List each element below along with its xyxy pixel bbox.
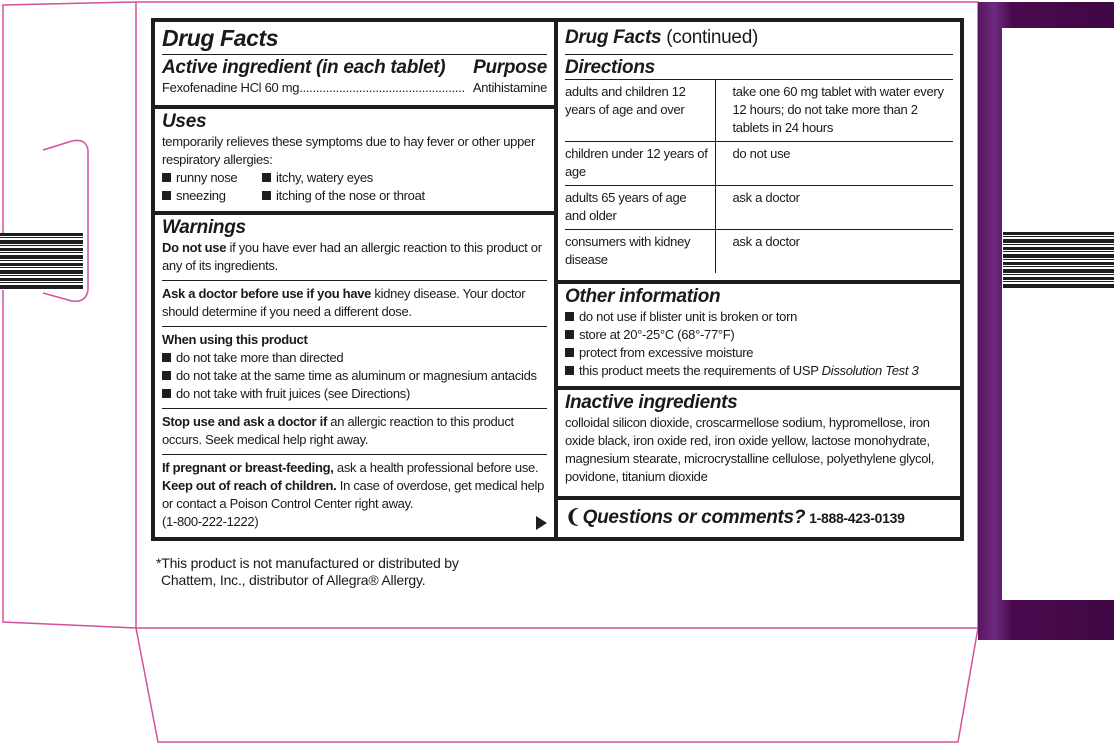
left-flap-outline [3, 2, 136, 628]
questions-label: Questions or comments? [582, 507, 806, 528]
uses-text: temporarily relieves these symptoms due to hay fever or other upper respiratory allergies: [162, 134, 535, 167]
pregnancy-warning: If pregnant or breast-feeding, ask a health professional before use. Keep out of reach of children. In case of overdose, get medical help or contact a Poison Control Center right away. (1-800-222-1222) [162, 454, 547, 531]
other-item: this product meets the requirements of USP Dissolution Test 3 [565, 362, 953, 380]
do-not-use-warning: Do not use if you have ever had an allergic reaction to this product or any of its ingredients. [162, 240, 542, 273]
other-item: do not use if blister unit is broken or torn [565, 308, 953, 326]
ingredient-purpose: Antihistamine [472, 80, 547, 95]
use-item: itchy, watery eyes [262, 169, 547, 187]
barcode-left [0, 233, 83, 290]
directions-heading: Directions [565, 57, 655, 78]
phone-icon: ❨ [565, 507, 581, 528]
uses-section [155, 109, 554, 211]
side-panel-window [1002, 28, 1114, 600]
other-item: store at 20°-25°C (68°-77°F) [565, 326, 953, 344]
table-row: children under 12 years of age do not use [565, 142, 953, 186]
active-ingredient-heading: Active ingredient (in each tablet) [162, 57, 446, 78]
use-item: runny nose [162, 169, 262, 187]
use-item: itching of the nose or throat [262, 187, 547, 205]
other-item: protect from excessive moisture [565, 344, 953, 362]
stop-use-warning: Stop use and ask a doctor if an allergic reaction to this product occurs. Seek medical help right away. [162, 408, 547, 449]
purpose-heading: Purpose [473, 57, 547, 78]
leader-dots: .................................................. [299, 80, 465, 95]
bottom-flap-outline [136, 628, 978, 742]
when-item: do not take more than directed [162, 349, 547, 367]
bullet-icon [162, 389, 171, 398]
bullet-icon [262, 191, 271, 200]
bullet-icon [162, 191, 171, 200]
poison-control-phone: (1-800-222-1222) [162, 514, 259, 529]
when-using-warning: When using this product do not take more than directed do not take at the same time as aluminum or magnesium antacids do not take with fruit juices (see Directions) [162, 326, 547, 403]
warnings-heading: Warnings [162, 217, 246, 238]
table-row: adults 65 years of age and older ask a doctor [565, 186, 953, 230]
barcode-right [1003, 232, 1114, 289]
bullet-icon [262, 173, 271, 182]
continued-title: Drug Facts [565, 27, 662, 48]
questions-phone: 1-888-423-0139 [809, 510, 905, 526]
table-row: adults and children 12 years of age and over take one 60 mg tablet with water every 12 hours; do not take more than 2 tablets in 24 hours [565, 80, 953, 142]
table-row: consumers with kidney disease ask a doctor [565, 230, 953, 274]
bullet-icon [162, 353, 171, 362]
inactive-heading: Inactive ingredients [565, 392, 738, 413]
drug-facts-label [151, 18, 964, 541]
bullet-icon [162, 173, 171, 182]
right-column [558, 22, 960, 537]
active-ingredient-section [155, 22, 554, 105]
bullet-icon [565, 312, 574, 321]
continue-arrow-icon [536, 516, 547, 530]
warnings-section [155, 215, 554, 537]
use-item: sneezing [162, 187, 262, 205]
directions-table [565, 79, 953, 273]
other-info-heading: Other information [565, 286, 721, 307]
inactive-text: colloidal silicon dioxide, croscarmellose sodium, hypromellose, iron oxide black, iron oxide red, iron oxide yellow, lactose monohydrate, magnesium stearate, microcrystalline cellulose, polyethylene glycol, povidone, titanium dioxide [565, 415, 935, 484]
drug-facts-title: Drug Facts [162, 25, 279, 51]
when-item: do not take at the same time as aluminum or magnesium antacids [162, 367, 547, 385]
left-column [155, 22, 554, 537]
bullet-icon [565, 366, 574, 375]
footnote: *This product is not manufactured or distributed by Chattem, Inc., distributor of Allegra® Allergy. [156, 555, 459, 588]
bullet-icon [565, 348, 574, 357]
bullet-icon [162, 371, 171, 380]
inactive-ingredients-section [558, 390, 960, 496]
when-item: do not take with fruit juices (see Directions) [162, 385, 547, 403]
ask-doctor-warning: Ask a doctor before use if you have kidney disease. Your doctor should determine if you need a different dose. [162, 280, 547, 321]
bullet-icon [565, 330, 574, 339]
directions-section: Drug Facts (continued) Directions adults and children 12 years of age and over take one 60 mg tablet with water every 12 hours; do not take more than 2 tablets in 24 hours children under 12 years of age do not use adults 65 years of age and older ask a doctor consumers with kidney disease ask a doctor [558, 22, 960, 280]
uses-heading: Uses [162, 111, 207, 132]
other-information-section [558, 284, 960, 386]
questions-section [558, 500, 960, 537]
ingredient-name: Fexofenadine HCl 60 mg [162, 80, 300, 95]
